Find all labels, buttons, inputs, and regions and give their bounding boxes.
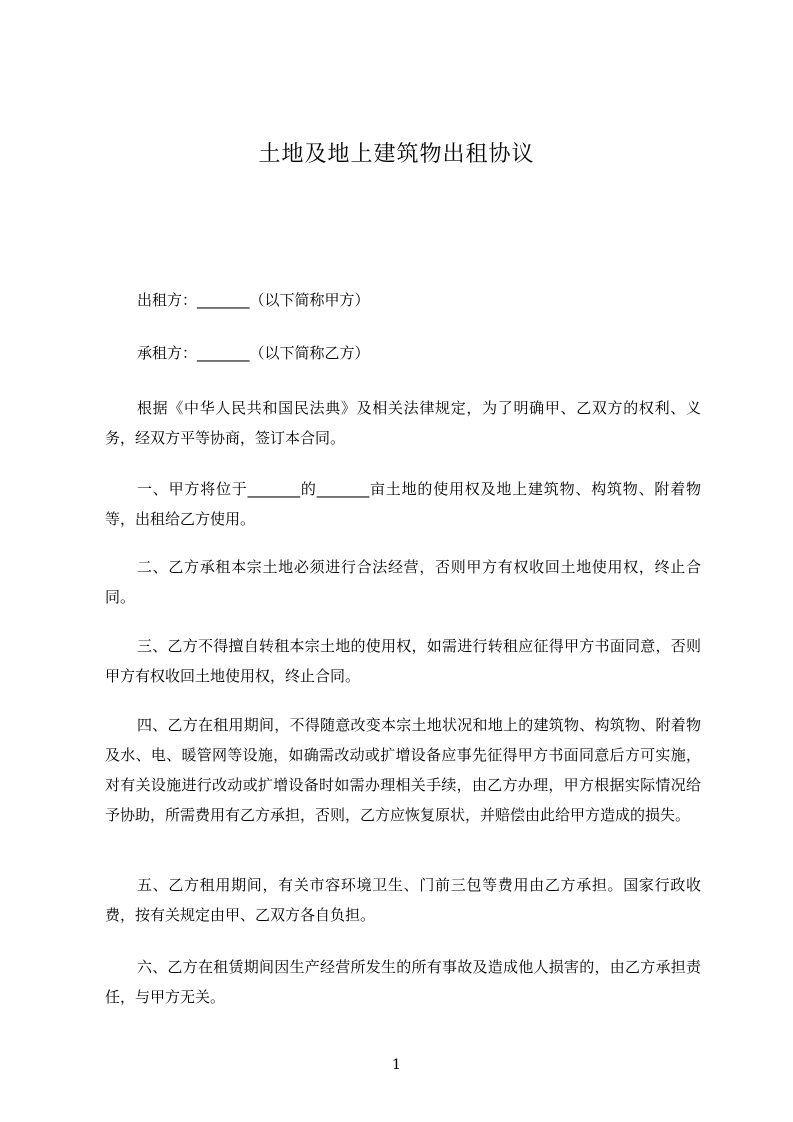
preamble-paragraph: 根据《中华人民共和国民法典》及相关法律规定，为了明确甲、乙双方的权利、义务，经双方平等协商，签订本合同。 (105, 399, 701, 447)
clause-6-paragraph: 六、乙方在租赁期间因生产经营所发生的所有事故及造成他人损害的，由乙方承担责任，与甲方无关。 (105, 958, 701, 1006)
document-title: 土地及地上建筑物出租协议 (258, 142, 535, 167)
clause-2-paragraph: 二、乙方承租本宗土地必须进行合法经营，否则甲方有权收回土地使用权，终止合同。 (105, 558, 701, 606)
clause-4-paragraph: 四、乙方在租用期间，不得随意改变本宗土地状况和地上的建筑物、构筑物、附着物及水、电、暖管网等设施，如确需改动或扩增设备应事先征得甲方书面同意后方可实施，对有关设施进行改动或扩增设备时如需办理相关手续，由乙方办理，甲方根据实际情况给予协助，所需费用有乙方承担，否则，乙方应恢复原状，并赔偿由此给甲方造成的损失。 (105, 716, 701, 824)
clause-5-paragraph: 五、乙方租用期间，有关市容环境卫生、门前三包等费用由乙方承担。国家行政收费，按有关规定由甲、乙双方各自负担。 (105, 876, 701, 924)
lessee-line: 承租方：_______（以下简称乙方） (137, 344, 370, 362)
clause-3-paragraph: 三、乙方不得擅自转租本宗土地的使用权，如需进行转租应征得甲方书面同意，否则甲方有权收回土地使用权，终止合同。 (105, 637, 701, 685)
lessor-line: 出租方：_______（以下简称甲方） (137, 291, 370, 309)
clause-1-paragraph: 一、甲方将位于_______的_______亩土地的使用权及地上建筑物、构筑物、附着物等，出租给乙方使用。 (105, 480, 701, 528)
page-number: 1 (392, 1057, 401, 1073)
